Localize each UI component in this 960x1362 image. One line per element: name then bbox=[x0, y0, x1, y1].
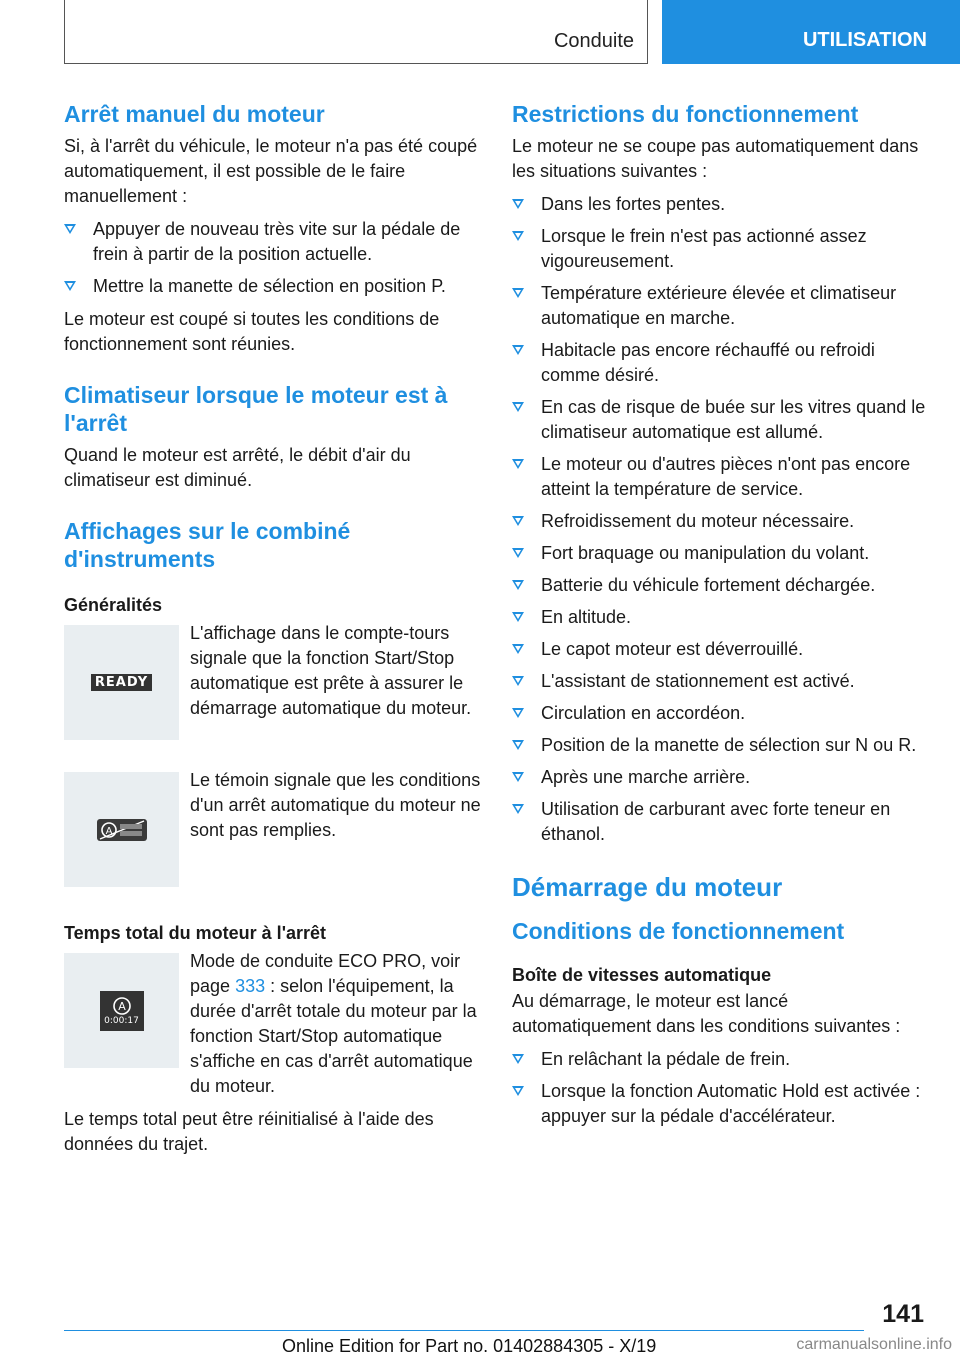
figure-text: L'affichage dans le compte-tours signale que la fonction Start/Stop automatique est prête à assurer le démarrage automatique du moteur. bbox=[190, 623, 472, 718]
left-column bbox=[64, 100, 482, 1165]
heading-general: Généralités bbox=[64, 595, 163, 615]
manual-list bbox=[64, 217, 482, 299]
list-item: Le moteur ou d'autres pièces n'ont pas encore atteint la température de service. bbox=[512, 452, 928, 502]
list-item: Position de la manette de sélection sur N ou R. bbox=[512, 733, 928, 758]
list-item: Habitacle pas encore réchauffé ou refroidi comme désiré. bbox=[512, 338, 928, 388]
bullet-triangle-icon bbox=[512, 459, 524, 469]
page-link[interactable]: 333 bbox=[235, 976, 266, 996]
list-item: Fort braquage ou manipulation du volant. bbox=[512, 541, 928, 566]
heading-displays: Affichages sur le combiné d'instruments bbox=[64, 518, 351, 572]
heading-restrictions: Restrictions du fonctionnement bbox=[512, 101, 859, 127]
bullet-triangle-icon bbox=[512, 345, 524, 355]
bullet-triangle-icon bbox=[512, 804, 524, 814]
bullet-triangle-icon bbox=[512, 548, 524, 558]
list-item: Mettre la manette de sélection en position P. bbox=[64, 274, 482, 299]
bullet-triangle-icon bbox=[64, 224, 76, 234]
list-item: Utilisation de carburant avec forte teneur en éthanol. bbox=[512, 797, 928, 847]
heading-conditions: Conditions de fonctionnement bbox=[512, 918, 845, 944]
right-column bbox=[512, 100, 928, 1137]
list-item: L'assistant de stationnement est activé. bbox=[512, 669, 928, 694]
paragraph: Au démarrage, le moteur est lancé automatiquement dans les conditions suivantes : bbox=[512, 991, 901, 1036]
heading-climate: Climatiseur lorsque le moteur est à l'arrêt bbox=[64, 382, 448, 436]
list-item: Après une marche arrière. bbox=[512, 765, 928, 790]
figure-text: Mode de conduite ECO PRO, voir page 333 : selon l'équipement, la durée d'arrêt totale du moteur par la fonction Start/Stop automatique s'affiche en cas d'arrêt automatique du moteur. bbox=[190, 951, 477, 1096]
list-item: Appuyer de nouveau très vite sur la pédale de frein à partir de la position actuelle. bbox=[64, 217, 482, 267]
list-item: Circulation en accordéon. bbox=[512, 701, 928, 726]
paragraph: Le moteur ne se coupe pas automatiquement dans les situations suivantes : bbox=[512, 136, 919, 181]
header-chapter-tab: UTILISATION bbox=[662, 0, 960, 64]
paragraph: Le moteur est coupé si toutes les conditions de fonctionnement sont réunies. bbox=[64, 309, 440, 354]
bullet-triangle-icon bbox=[512, 676, 524, 686]
bullet-triangle-icon bbox=[512, 1086, 524, 1096]
list-item: Batterie du véhicule fortement déchargée. bbox=[512, 573, 928, 598]
bullet-triangle-icon bbox=[512, 708, 524, 718]
bullet-triangle-icon bbox=[512, 288, 524, 298]
bullet-triangle-icon bbox=[512, 644, 524, 654]
bullet-triangle-icon bbox=[512, 231, 524, 241]
paragraph: Si, à l'arrêt du véhicule, le moteur n'a pas été coupé automatiquement, il est possible de le faire manuellement : bbox=[64, 136, 478, 206]
svg-text:A: A bbox=[117, 999, 126, 1013]
bullet-triangle-icon bbox=[512, 402, 524, 412]
bullet-triangle-icon bbox=[512, 516, 524, 526]
heading-manual-stop: Arrêt manuel du moteur bbox=[64, 101, 325, 127]
list-item: Lorsque la fonction Automatic Hold est activée : appuyer sur la pédale d'accélérateur. bbox=[512, 1079, 928, 1129]
timer-readout: 0:00:17 bbox=[104, 1015, 139, 1026]
watermark: carmanualsonline.info bbox=[796, 1336, 952, 1353]
list-item: Température extérieure élevée et climatiseur automatique en marche. bbox=[512, 281, 928, 331]
list-item: Le capot moteur est déverrouillé. bbox=[512, 637, 928, 662]
ready-figure bbox=[64, 625, 482, 740]
bullet-triangle-icon bbox=[512, 772, 524, 782]
list-item: En relâchant la pédale de frein. bbox=[512, 1047, 928, 1072]
svg-text:A: A bbox=[105, 825, 112, 837]
bullet-triangle-icon bbox=[512, 612, 524, 622]
list-item: En cas de risque de buée sur les vitres quand le climatiseur automatique est allumé. bbox=[512, 395, 928, 445]
figure-text: Le témoin signale que les conditions d'un arrêt automatique du moteur ne sont pas remplies. bbox=[190, 770, 481, 840]
paragraph: Quand le moteur est arrêté, le débit d'air du climatiseur est diminué. bbox=[64, 445, 411, 490]
start-stop-off-icon bbox=[64, 772, 179, 887]
heading-total-time: Temps total du moteur à l'arrêt bbox=[64, 923, 326, 943]
list-item: Refroidissement du moteur nécessaire. bbox=[512, 509, 928, 534]
timer-figure bbox=[64, 953, 482, 1099]
auto-start-list bbox=[512, 1047, 928, 1129]
paragraph: Le temps total peut être réinitialisé à l'aide des données du trajet. bbox=[64, 1109, 434, 1154]
restrictions-list bbox=[512, 192, 928, 847]
ready-label: READY bbox=[91, 674, 152, 691]
page-number: 141 bbox=[882, 1300, 924, 1328]
bullet-triangle-icon bbox=[512, 1054, 524, 1064]
bullet-triangle-icon bbox=[512, 580, 524, 590]
stop-figure bbox=[64, 772, 482, 887]
heading-engine-start: Démarrage du moteur bbox=[512, 872, 783, 902]
ready-indicator-image bbox=[64, 625, 179, 740]
bullet-triangle-icon bbox=[64, 281, 76, 291]
footer-divider bbox=[64, 1330, 864, 1331]
list-item: Dans les fortes pentes. bbox=[512, 192, 928, 217]
auto-start-stop-timer-image bbox=[64, 953, 179, 1068]
header-section: Conduite bbox=[553, 30, 634, 52]
bullet-triangle-icon bbox=[512, 199, 524, 209]
footer-edition: Online Edition for Part no. 01402884305 - X/19 bbox=[282, 1336, 657, 1356]
heading-automatic-gearbox: Boîte de vitesses automatique bbox=[512, 965, 772, 985]
bullet-triangle-icon bbox=[512, 740, 524, 750]
list-item: En altitude. bbox=[512, 605, 928, 630]
list-item: Lorsque le frein n'est pas actionné assez vigoureusement. bbox=[512, 224, 928, 274]
